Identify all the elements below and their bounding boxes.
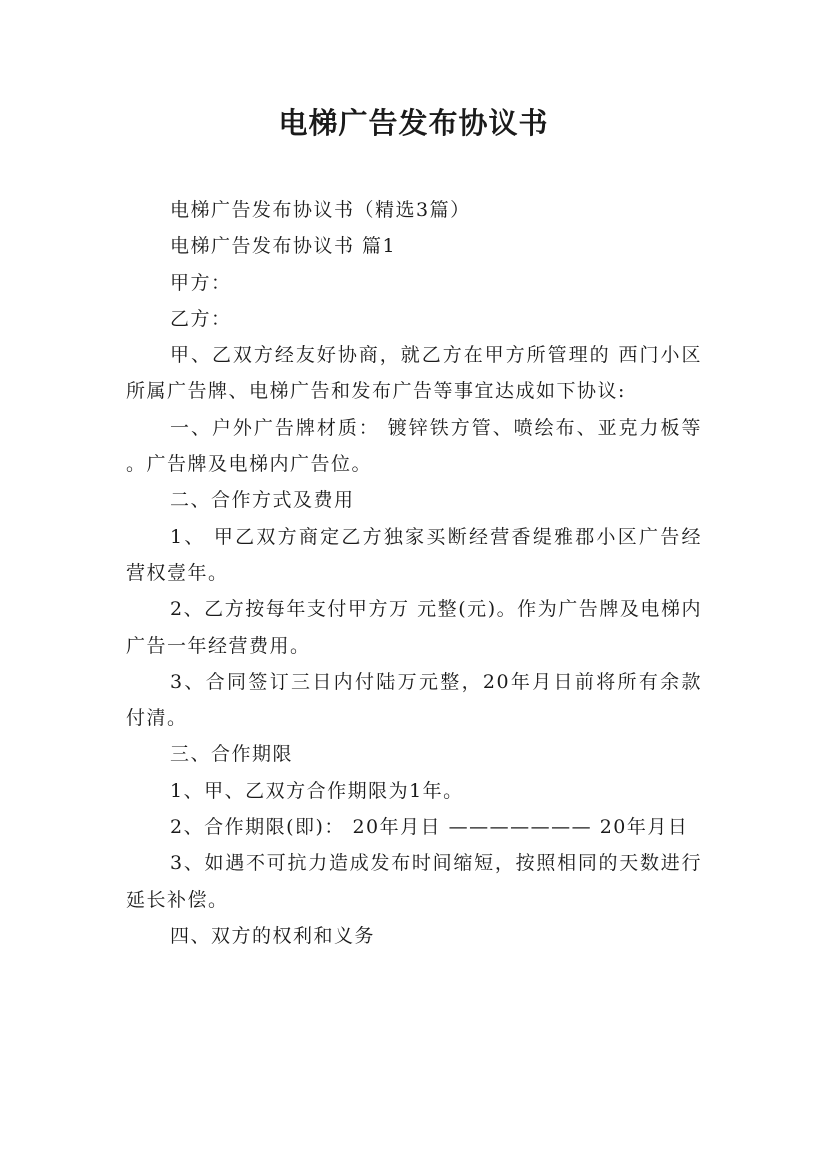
document-body <box>126 192 702 954</box>
paragraph-clause-3-1: 1、甲、乙双方合作期限为1年。 <box>170 779 464 802</box>
paragraph-clause-2-2: 2、乙方按每年支付甲方万 元整(元)。作为广告牌及电梯内广告一年经营费用。 <box>126 598 702 657</box>
paragraph-clause-2-3: 3、合同签订三日内付陆万元整，20年月日前将所有余款付清。 <box>126 670 702 730</box>
paragraph-party-a: 甲方： <box>170 271 232 294</box>
paragraph-clause-3-heading: 三、合作期限 <box>170 743 294 766</box>
document-title: 电梯广告发布协议书 <box>278 106 549 140</box>
paragraph-subtitle: 电梯广告发布协议书（精选3篇） <box>170 199 471 221</box>
paragraph-clause-2-1: 1、 甲乙双方商定乙方独家买断经营香缇雅郡小区广告经营权壹年。 <box>126 525 702 584</box>
paragraph-party-b: 乙方： <box>170 307 232 330</box>
paragraph-clause-1: 一、户外广告牌材质： 镀锌铁方管、喷绘布、亚克力板等 。广告牌及电梯内广告位。 <box>126 416 702 476</box>
paragraph-preamble: 甲、乙双方经友好协商，就乙方在甲方所管理的 西门小区所属广告牌、电梯广告和发布广告等事宜达成如下协议: <box>126 344 702 403</box>
paragraph-clause-4-heading: 四、双方的权利和义务 <box>170 924 376 947</box>
paragraph-clause-3-2: 2、合作期限(即)： 20年月日 ——————— 20年月日 <box>170 816 689 839</box>
paragraph-clause-2-heading: 二、合作方式及费用 <box>170 489 355 512</box>
paragraph-clause-3-3: 3、如遇不可抗力造成发布时间缩短，按照相同的天数进行延长补偿。 <box>126 852 702 911</box>
paragraph-section-heading: 电梯广告发布协议书 篇1 <box>170 235 397 258</box>
